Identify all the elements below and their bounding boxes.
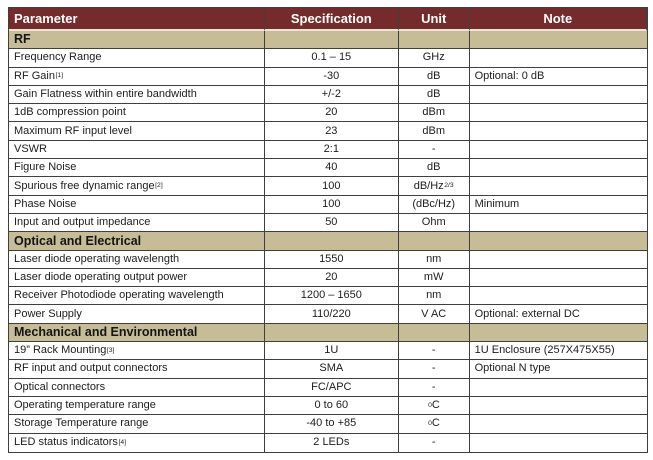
section-empty-cell [399, 324, 470, 342]
unit-cell: - [399, 434, 470, 452]
section-empty-cell [265, 232, 399, 250]
spec-cell: 40 [265, 159, 399, 177]
table-row [9, 360, 647, 378]
table-row [9, 251, 647, 269]
spec-cell: 1200 – 1650 [265, 287, 399, 305]
table-row [9, 122, 647, 140]
spec-cell: 0 to 60 [265, 397, 399, 415]
unit-cell: GHz [399, 49, 470, 67]
table-row [9, 287, 647, 305]
section-row [9, 324, 647, 342]
param-cell: Storage Temperature range [9, 415, 265, 433]
param-cell: Maximum RF input level [9, 122, 265, 140]
note-cell [470, 177, 647, 195]
param-cell: 19” Rack Mounting [3] [9, 342, 265, 360]
param-cell: Phase Noise [9, 196, 265, 214]
note-cell [470, 379, 647, 397]
table-row [9, 397, 647, 415]
note-cell: Optional: external DC [470, 305, 647, 323]
table-row [9, 196, 647, 214]
table-row [9, 177, 647, 195]
unit-cell: V AC [399, 305, 470, 323]
table-row [9, 49, 647, 67]
unit-cell: nm [399, 287, 470, 305]
table-row [9, 379, 647, 397]
header-cell-parameter: Parameter [9, 8, 265, 31]
param-cell: Gain Flatness within entire bandwidth [9, 86, 265, 104]
table-row [9, 86, 647, 104]
table-row [9, 141, 647, 159]
unit-cell: nm [399, 251, 470, 269]
spec-cell: -30 [265, 68, 399, 86]
note-cell [470, 287, 647, 305]
spec-cell: 20 [265, 269, 399, 287]
note-cell [470, 415, 647, 433]
unit-cell: - [399, 342, 470, 360]
spec-cell: 100 [265, 196, 399, 214]
param-cell: Operating temperature range [9, 397, 265, 415]
section-title: Optical and Electrical [9, 232, 265, 250]
section-title: Mechanical and Environmental [9, 324, 265, 342]
note-cell [470, 159, 647, 177]
spec-cell: 110/220 [265, 305, 399, 323]
note-cell [470, 141, 647, 159]
header-cell-note: Note [470, 8, 647, 31]
param-cell: RF Gain [1] [9, 68, 265, 86]
table-row [9, 415, 647, 433]
unit-cell: dB [399, 86, 470, 104]
unit-cell: dB/Hz 2/3 [399, 177, 470, 195]
param-cell: VSWR [9, 141, 265, 159]
unit-cell: dB [399, 68, 470, 86]
header-cell-unit: Unit [399, 8, 470, 31]
table-row [9, 434, 647, 452]
note-cell [470, 122, 647, 140]
unit-cell: 0 C [399, 415, 470, 433]
spec-table [8, 7, 648, 453]
unit-cell: dBm [399, 104, 470, 122]
param-cell: RF input and output connectors [9, 360, 265, 378]
param-cell: Laser diode operating output power [9, 269, 265, 287]
spec-cell: FC/APC [265, 379, 399, 397]
note-cell: 1U Enclosure (257X475X55) [470, 342, 647, 360]
note-cell [470, 397, 647, 415]
unit-cell: - [399, 360, 470, 378]
table-row [9, 159, 647, 177]
table-row [9, 342, 647, 360]
section-empty-cell [265, 31, 399, 49]
param-cell: Frequency Range [9, 49, 265, 67]
note-cell [470, 49, 647, 67]
param-cell: Input and output impedance [9, 214, 265, 232]
note-cell [470, 86, 647, 104]
section-empty-cell [470, 31, 647, 49]
table-row [9, 68, 647, 86]
header-cell-specification: Specification [265, 8, 399, 31]
param-cell: 1dB compression point [9, 104, 265, 122]
spec-cell: 0.1 – 15 [265, 49, 399, 67]
note-cell [470, 214, 647, 232]
spec-cell: +/-2 [265, 86, 399, 104]
unit-cell: - [399, 379, 470, 397]
table-row [9, 214, 647, 232]
spec-cell: SMA [265, 360, 399, 378]
param-cell: Power Supply [9, 305, 265, 323]
param-cell: LED status indicators [4] [9, 434, 265, 452]
spec-cell: 2 LEDs [265, 434, 399, 452]
note-cell: Optional: 0 dB [470, 68, 647, 86]
param-cell: Spurious free dynamic range [2] [9, 177, 265, 195]
unit-cell: dBm [399, 122, 470, 140]
note-cell [470, 434, 647, 452]
section-row [9, 232, 647, 250]
table-row [9, 305, 647, 323]
spec-cell: 23 [265, 122, 399, 140]
section-title: RF [9, 31, 265, 49]
section-empty-cell [399, 31, 470, 49]
spec-cell: -40 to +85 [265, 415, 399, 433]
table-header-row [9, 8, 647, 31]
unit-cell: mW [399, 269, 470, 287]
table-row [9, 269, 647, 287]
unit-cell: dB [399, 159, 470, 177]
note-cell: Optional N type [470, 360, 647, 378]
spec-cell: 1550 [265, 251, 399, 269]
spec-cell: 1U [265, 342, 399, 360]
unit-cell: Ohm [399, 214, 470, 232]
section-empty-cell [470, 324, 647, 342]
param-cell: Figure Noise [9, 159, 265, 177]
section-empty-cell [399, 232, 470, 250]
param-cell: Laser diode operating wavelength [9, 251, 265, 269]
note-cell [470, 251, 647, 269]
param-cell: Receiver Photodiode operating wavelength [9, 287, 265, 305]
unit-cell: 0 C [399, 397, 470, 415]
unit-cell: (dBc/Hz) [399, 196, 470, 214]
param-cell: Optical connectors [9, 379, 265, 397]
unit-cell: - [399, 141, 470, 159]
table-row [9, 104, 647, 122]
section-empty-cell [470, 232, 647, 250]
spec-cell: 2:1 [265, 141, 399, 159]
note-cell [470, 269, 647, 287]
spec-cell: 100 [265, 177, 399, 195]
spec-cell: 20 [265, 104, 399, 122]
note-cell: Minimum [470, 196, 647, 214]
section-empty-cell [265, 324, 399, 342]
section-row [9, 31, 647, 49]
note-cell [470, 104, 647, 122]
spec-cell: 50 [265, 214, 399, 232]
